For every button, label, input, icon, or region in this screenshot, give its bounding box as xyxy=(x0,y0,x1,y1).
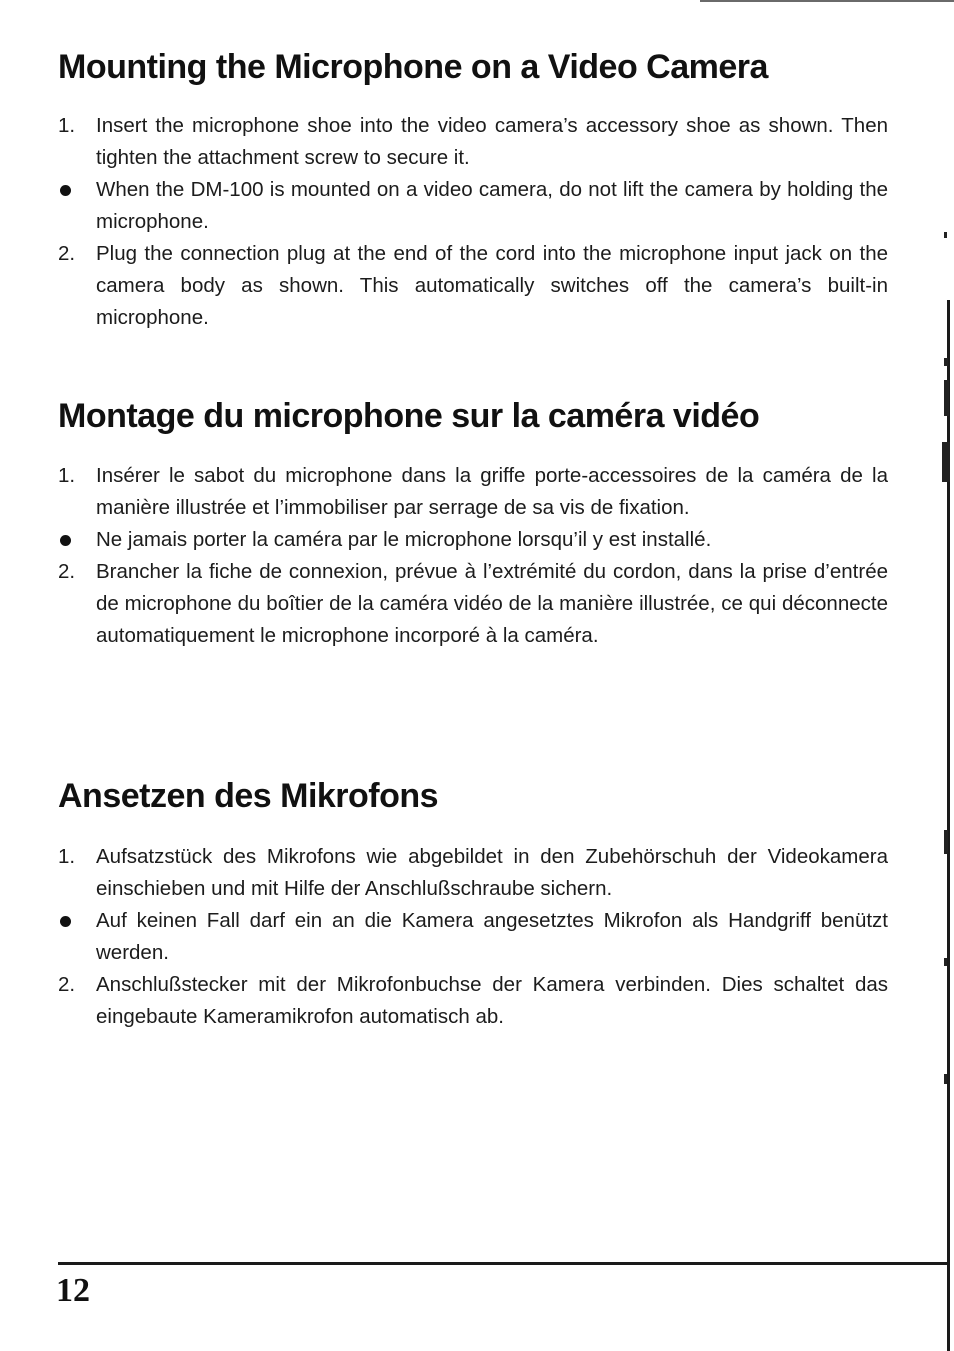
list-item xyxy=(58,556,888,652)
section-heading: Montage du microphone sur la caméra vidéo xyxy=(58,397,760,435)
scan-mark xyxy=(944,232,947,238)
list-item xyxy=(58,969,888,1033)
list-marker: 1. xyxy=(58,464,76,487)
list-marker: 2. xyxy=(58,560,76,583)
list-item-text: Ne jamais porter la caméra par le microphone lorsqu’il y est installé. xyxy=(96,528,712,551)
section-french xyxy=(58,396,888,652)
list-item-text: Brancher la fiche de connexion, prévue à l’extrémité du cordon, dans la prise d’entrée de microphone du boîtier de la caméra vidéo de la manière illustrée, ce qui déconnecte automatiquement le microphone incorporé à la caméra. xyxy=(96,560,888,647)
list-item xyxy=(58,524,888,556)
scan-mark xyxy=(944,830,948,854)
scan-mark xyxy=(944,358,948,366)
instruction-list xyxy=(58,460,888,652)
section-english xyxy=(58,47,888,334)
list-item xyxy=(58,174,888,238)
scan-mark xyxy=(942,442,950,482)
list-item-text: Aufsatzstück des Mikrofons wie abgebildet in den Zubehörschuh der Videokamera einschieben und mit Hilfe der Anschlußschraube sichern. xyxy=(96,845,888,900)
list-marker: 1. xyxy=(58,845,76,868)
section-heading: Ansetzen des Mikrofons xyxy=(58,777,439,815)
list-item-text: When the DM-100 is mounted on a video camera, do not lift the camera by holding the microphone. xyxy=(96,178,888,233)
list-item-text: Auf keinen Fall darf ein an die Kamera angesetztes Mikrofon als Handgriff benützt werden. xyxy=(96,909,888,964)
page-number: 12 xyxy=(56,1272,90,1309)
list-item-text: Insert the microphone shoe into the video camera’s accessory shoe as shown. Then tighten the attachment screw to secure it. xyxy=(96,114,888,169)
list-marker: 2. xyxy=(58,973,76,996)
instruction-list xyxy=(58,110,888,334)
scan-mark xyxy=(944,958,947,966)
list-marker: 1. xyxy=(58,114,76,137)
list-item-text: Anschlußstecker mit der Mikrofonbuchse der Kamera verbinden. Dies schaltet das eingebaute Kameramikrofon automatisch ab. xyxy=(96,973,888,1028)
instruction-list xyxy=(58,841,888,1033)
top-rule xyxy=(700,0,954,2)
list-item xyxy=(58,460,888,524)
list-item xyxy=(58,905,888,969)
list-item-text: Insérer le sabot du microphone dans la griffe porte-accessoires de la caméra de la manière illustrée et l’immobiliser par serrage de sa vis de fixation. xyxy=(96,464,888,519)
list-item xyxy=(58,841,888,905)
list-item xyxy=(58,238,888,334)
scan-mark xyxy=(944,1074,947,1084)
section-heading: Mounting the Microphone on a Video Camera xyxy=(58,48,768,86)
list-marker: 2. xyxy=(58,242,76,265)
scan-mark xyxy=(944,380,949,416)
list-item-text: Plug the connection plug at the end of the cord into the microphone input jack on the camera body as shown. This automatically switches off the camera’s built-in microphone. xyxy=(96,242,888,329)
footer-rule xyxy=(58,1262,950,1265)
list-item xyxy=(58,110,888,174)
section-german xyxy=(58,776,888,1033)
